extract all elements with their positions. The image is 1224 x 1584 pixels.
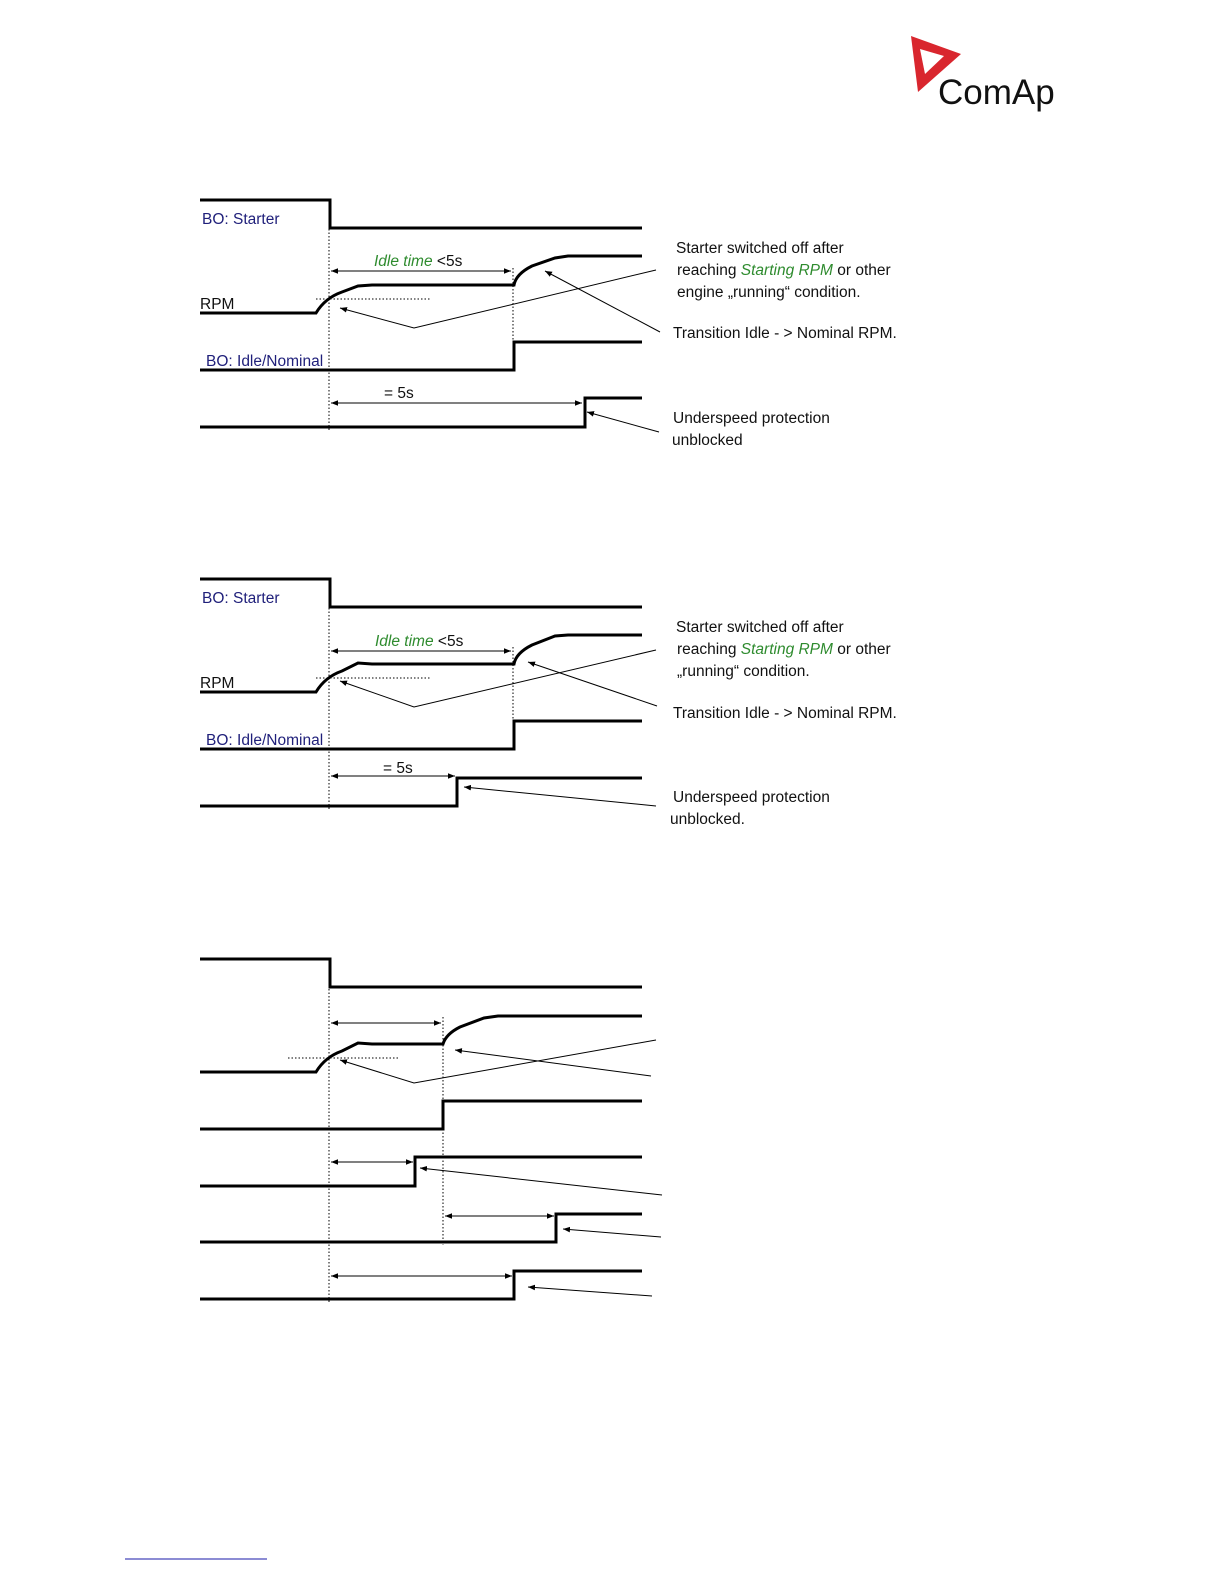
idle-nominal-label: BO: Idle/Nominal (206, 732, 324, 749)
idle-time-label: Idle time <5s (374, 253, 463, 270)
underspeed-signal (200, 398, 642, 427)
timing-diagram-3 (200, 959, 662, 1302)
underspeed-note-line1: Underspeed protection (673, 410, 830, 427)
comap-logo-text: ComAp (938, 73, 1055, 112)
comap-logo (911, 36, 1055, 112)
idle-nominal-signal (200, 1101, 642, 1129)
starter-note-line2: reaching Starting RPM or other (677, 262, 891, 279)
rpm-label: RPM (200, 296, 235, 313)
starter-label: BO: Starter (202, 590, 280, 607)
transition-note: Transition Idle - > Nominal RPM. (673, 705, 897, 722)
underspeed-note-line2: unblocked. (670, 811, 745, 828)
starter-note-line2: reaching Starting RPM or other (677, 641, 891, 658)
underspeed-signal (200, 778, 642, 806)
transition-note-pointer (545, 271, 660, 332)
starter-note-line3: „running“ condition. (677, 663, 810, 680)
rpm-label: RPM (200, 675, 235, 692)
transition-note: Transition Idle - > Nominal RPM. (673, 325, 897, 342)
signal-row-6 (200, 1271, 642, 1299)
starter-label: BO: Starter (202, 211, 280, 228)
starter-note-pointer (340, 1040, 656, 1083)
idle-nominal-label: BO: Idle/Nominal (206, 353, 324, 370)
starter-signal (200, 959, 642, 987)
starter-note-line1: Starter switched off after (676, 240, 844, 257)
five-second-label: = 5s (384, 385, 414, 402)
underspeed-note-pointer (464, 787, 656, 806)
timing-diagram-1 (200, 200, 897, 449)
row4-note-pointer (420, 1168, 662, 1195)
row6-note-pointer (528, 1287, 652, 1296)
transition-note-pointer (455, 1050, 651, 1076)
starter-note-line1: Starter switched off after (676, 619, 844, 636)
starter-note-line3: engine „running“ condition. (677, 284, 861, 301)
five-second-label: = 5s (383, 760, 413, 777)
underspeed-note-line1: Underspeed protection (673, 789, 830, 806)
timing-diagram-2 (200, 579, 897, 828)
row5-note-pointer (563, 1229, 661, 1237)
signal-row-5 (200, 1214, 642, 1242)
underspeed-note-line2: unblocked (672, 432, 743, 449)
rpm-signal (200, 1016, 642, 1072)
transition-note-pointer (528, 662, 657, 706)
underspeed-note-pointer (587, 412, 659, 432)
idle-time-label: Idle time <5s (375, 633, 464, 650)
signal-row-4 (200, 1157, 642, 1186)
